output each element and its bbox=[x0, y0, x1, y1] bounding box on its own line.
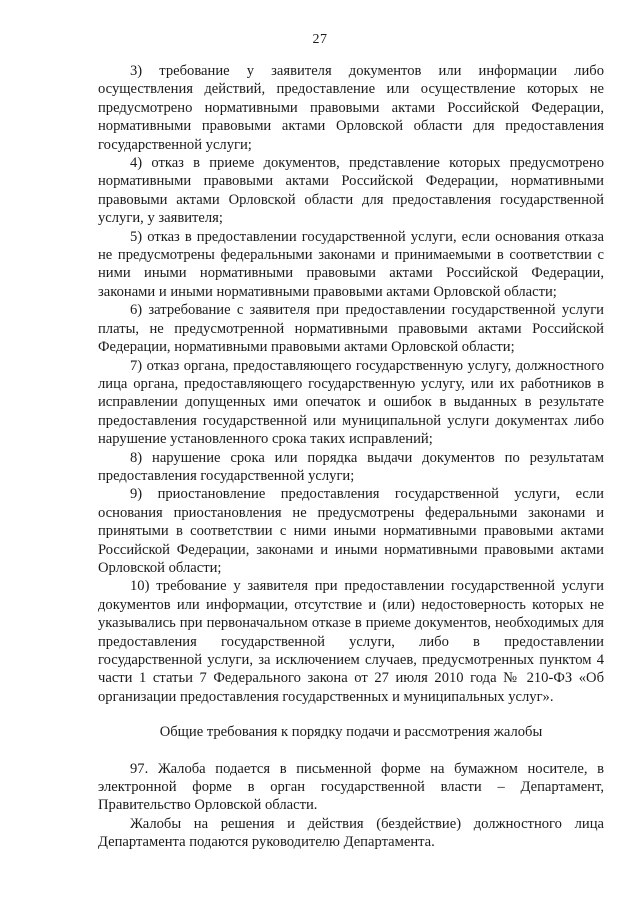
list-item-4: 4) отказ в приеме документов, представление которых предусмотрено нормативными правовыми актами Российской Федерации, нормативными правовыми актами Орловской области для предоставления государственной услуги, у заявителя; bbox=[98, 155, 604, 227]
document-body bbox=[98, 62, 604, 852]
section-heading: Общие требования к порядку подачи и рассмотрения жалобы bbox=[159, 724, 543, 741]
page-number: 27 bbox=[312, 32, 328, 47]
paragraph-complaints: Жалобы на решения и действия (бездействие) должностного лица Департамента подаются руководителю Департамента. bbox=[98, 815, 604, 851]
list-item-10: 10) требование у заявителя при предоставлении государственной услуги документов или информации, отсутствие и (или) недостоверность которых не указывались при первоначальном отказе в приеме документов, необходимых для предоставления государственной услуги, либо в предоставлении государственной услуги, за исключением случаев, предусмотренных пунктом 4 части 1 статьи 7 Федерального закона от 27 июля 2010 года № 210-ФЗ «Об организации предоставления государственных и муниципальных услуг». bbox=[98, 578, 604, 705]
list-item-3: 3) требование у заявителя документов или информации либо осуществления действий, предоставление или осуществление которых не предусмотрено нормативными правовыми актами Российской Федерации, нормативными правовыми актами Орловской области для предоставления государственной услуги; bbox=[98, 63, 604, 153]
paragraph-97: 97. Жалоба подается в письменной форме на бумажном носителе, в электронной форме в орган государственной власти – Департамент, Правительство Орловской области. bbox=[98, 760, 604, 814]
list-item-8: 8) нарушение срока или порядка выдачи документов по результатам предоставления государственной услуги; bbox=[98, 449, 604, 484]
list-item-9: 9) приостановление предоставления государственной услуги, если основания приостановления не предусмотрены федеральными законами и принятыми в соответствии с ними иными нормативными правовыми актами Российской Федерации, законами и иными нормативными правовыми актами Орловской области; bbox=[98, 486, 604, 576]
list-item-5: 5) отказ в предоставлении государственной услуги, если основания отказа не предусмотрены федеральными законами и принимаемыми в соответствии с ними иными нормативными правовыми актами Российской Федерации, законами и иными нормативными правовыми актами Орловской области; bbox=[98, 228, 604, 300]
list-item-7: 7) отказ органа, предоставляющего государственную услугу, должностного лица органа, предоставляющего государственную услугу, или их работников в исправлении допущенных ими опечаток и ошибок в выданных в результате предоставления государственной или муниципальной услуги документах либо нарушение установленного срока таких исправлений; bbox=[98, 357, 604, 448]
list-item-6: 6) затребование с заявителя при предоставлении государственной услуги платы, не предусмотренной нормативными правовыми актами Российской Федерации, нормативными правовыми актами Орловской области; bbox=[98, 302, 604, 356]
